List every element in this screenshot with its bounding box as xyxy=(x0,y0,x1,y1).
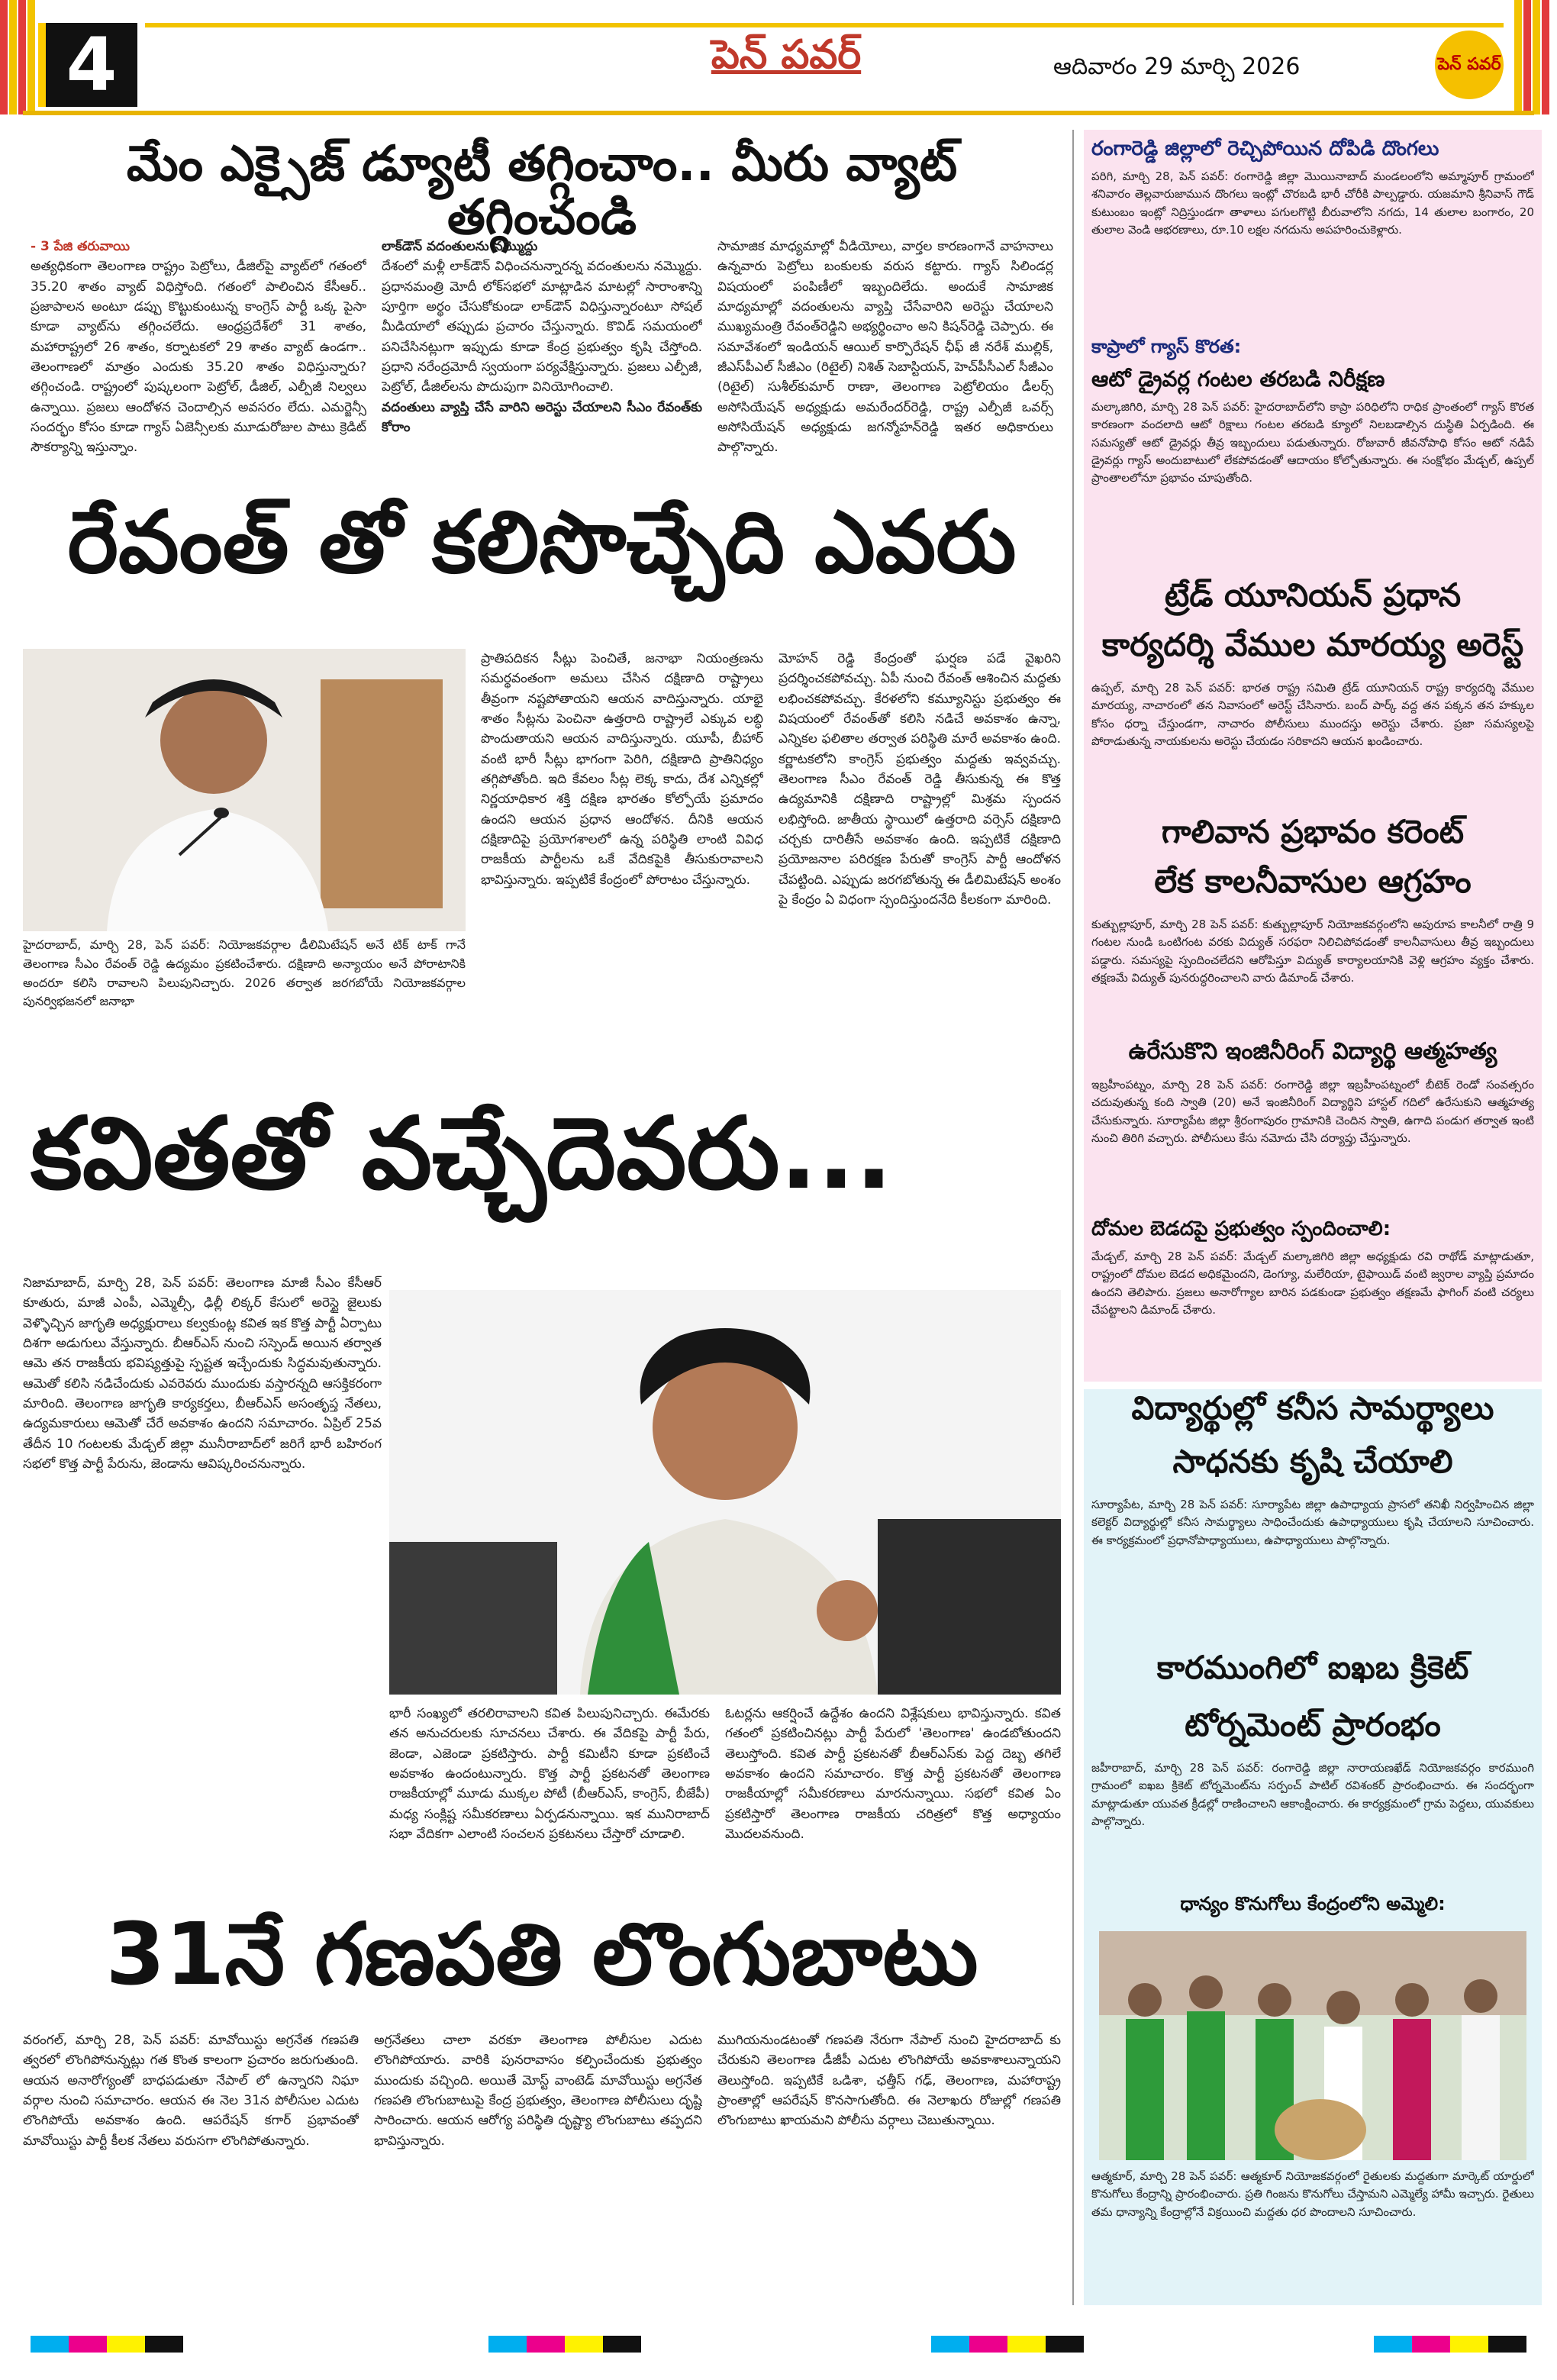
edge-stripe xyxy=(27,0,35,114)
article1-subhead: లాక్‌డౌన్ వదంతులను నమ్మొద్దు xyxy=(382,239,538,254)
article3-col3: ఓటర్లను ఆకర్షించే ఉద్దేశం ఉందని విశ్లేషకులు భావిస్తున్నారు. కవిత గతంలో ప్రకటించినట్లు పార్టీ పేరులో 'తెలంగాణ' ఉండబోతుందని తెలుస్తోంది. కవిత పార్టీ ప్రకటనతో బీఆర్ఎస్‌కు పెద్ద దెబ్బ తగిలే అవకాశం ఉందని సమాచారం. కొత్త పార్టీ ప్రకటనతో తెలంగాణ రాజకీయాల్లో సమీకరణాలు మారనున్నాయి. సభలో కవిత ఏం ప్రకటిస్తారో తెలంగాణ రాజకీయ చరిత్రలో కొత్త అధ్యాయం మొదలవనుంది. xyxy=(725,1706,1061,1843)
paper-name: పెన్ పవర్ xyxy=(711,32,862,78)
edge-stripe xyxy=(1523,0,1531,114)
header-divider xyxy=(23,111,1534,115)
brief7-body: సూర్యాపేట, మార్చి 28 పెన్ పవర్: సూర్యాపేట జిల్లా ఉపాధ్యాయ ప్రాసలో తనిఖీ నిర్వహించిన జిల్లా కలెక్టర్ విద్యార్థుల్లో కనీస సామర్థ్యాలు సాధించేందుకు ఉపాధ్యాయులు కృషి చేయాలని సూచించారు. ఈ కార్యక్రమంలో ప్రధానోపాధ్యాయులు, ఉపాధ్యాయులు పాల్గొన్నారు. xyxy=(1091,1498,1534,1547)
registration-mark xyxy=(931,2336,1084,2353)
brief6-body: మేడ్చల్, మార్చి 28 పెన్ పవర్: మేడ్చల్ మల్కాజిగిరి జిల్లా అధ్యక్షుడు రవి రాథోడ్ మాట్లాడుతూ, రాష్ట్రంలో దోమల బెడద అధికమైందని, డెంగ్యూ, మలేరియా, టైఫాయిడ్ వంటి జ్వరాల వ్యాప్తి ప్రమాదం ఉందని తెలిపారు. ప్రజలు అనారోగ్యాల బారిన పడకుండా ప్రభుత్వం తక్షణమే ఫాగింగ్ వంటి చర్యలు చేపట్టాలని డిమాండ్ చేశారు. xyxy=(1091,1250,1534,1317)
brief4-headline-line2: లేక కాలనీవాసుల ఆగ్రహం xyxy=(1154,863,1472,900)
article1-col3: సామాజిక మాధ్యమాల్లో వీడియోలు, వార్తల కారణంగానే వాహనాలు ఉన్నవారు పెట్రోలు బంకులకు వరుస కట్టారు. గ్యాస్ సిలిండర్ల విషయంలో పంపిణీలో ఇబ్బందిలేదు. అందుకే సామాజిక మాధ్యమాల్లో వదంతులను వ్యాప్తి చేసేవారిని అరెస్టు చేయాలని ముఖ్యమంత్రి రేవంత్‌రెడ్డిని అభ్యర్థించాం అని కిషన్‌రెడ్డి చెప్పారు. ఈ సమావేశంలో ఇండియన్ ఆయిల్ కార్పొరేషన్ ఛీఫ్ జీ నరేశ్ ముల్లిక్, జీఎస్‌పీఎల్ సీజీఎం (రిటైల్) నిశిత్ సెబాస్టియన్, హెచ్‌పీసీఎల్ సీజీఎం (రిటైల్) సుశీల్‌కుమార్ రాణా, తెలంగాణ పెట్రోలియం డీలర్స్ అసోసియేషన్ అధ్యక్షుడు అమరేందర్‌రెడ్డి, రాష్ట్ర ఎల్పీజీ ఒవర్స్ అసోసియేషన్ అధ్యక్షుడు జగన్మోహన్‌రెడ్డి ఇతర అధికారులు పాల్గొన్నారు. xyxy=(717,239,1053,456)
brief6-headline: దోమల బెడదపై ప్రభుత్వం స్పందించాలి: xyxy=(1091,1217,1391,1240)
brief3-headline-line1: ట్రేడ్ యూనియన్ ప్రధాన xyxy=(1164,576,1462,614)
article3-col2: భారీ సంఖ్యలో తరలిరావాలని కవిత పిలుపునిచ్చారు. ఈమేరకు తన అనుచరులకు సూచనలు చేశారు. ఈ వేదికపై పార్టీ పేరు, జెండా, ఎజెండా ప్రకటిస్తారు. పార్టీ కమిటీని కూడా ప్రకటించే అవకాశం ఉందంటున్నారు. కొత్త పార్టీ ప్రకటనతో తెలంగాణ రాజకీయాల్లో మూడు ముక్కల పోటీ (బీఆర్ఎస్, కాంగ్రెస్, బీజేపీ) మధ్య సంక్లిష్ట సమీకరణాలు ఏర్పడనున్నాయి. ఇక మునిరాబాద్ సభా వేదికగా ఎలాంటి సంచలన ప్రకటనలు చేస్తారో చూడాలి. xyxy=(389,1706,710,1843)
article1-byline: - 3 పేజి తరువాయి xyxy=(31,239,131,254)
person-photo-icon xyxy=(23,649,466,931)
brief4-headline-line1: గాలివాన ప్రభావం కరెంట్ xyxy=(1161,813,1465,850)
edge-stripe xyxy=(0,0,8,114)
article1-text: దేశంలో మళ్లీ లాక్‌డౌన్ విధించనున్నారన్న వదంతులను నమ్మొద్దు. ప్రధానమంత్రి మోదీ లోక్‌సభలో మాట్లాడిన మాటల్లో సారాంశాన్ని పూర్తిగా అర్థం చేసుకోకుండా లాక్‌డౌన్ విధిస్తున్నారంటూ సోషల్ మీడియాలో తప్పుడు ప్రచారం చేస్తున్నారు. కొవిడ్ సమయంలో పనిచేసినట్లుగా ఇప్పుడు కూడా కేంద్ర ప్రభుత్వం కృషి చేస్తోంది. ప్రధాని నరేంద్రమోదీ స్వయంగా పర్యవేక్షిస్తున్నారు. ప్రజలు ఎల్పీజీ, పెట్రోల్, డీజిల్‌లను పొదుపుగా వినియోగించాలి. xyxy=(382,259,702,395)
edge-stripe xyxy=(18,0,26,114)
revanth-photo xyxy=(23,649,466,931)
brief2-headline: ఆటో డ్రైవర్ల గంటల తరబడి నిరీక్షణ xyxy=(1091,366,1385,392)
brief8-body: జహీరాబాద్, మార్చి 28 పెన్ పవర్: రంగారెడ్డి జిల్లా నారాయణఖేడ్ నియోజకవర్గం కారముంగి గ్రామంలో ఐఖబ క్రికెట్ టోర్నమెంట్‌ను సర్పంచ్ పాటిల్ రవిశంకర్ ప్రారంభించారు. ఈ సందర్భంగా మాట్లాడుతూ యువత క్రీడల్లో రాణించాలని ఆకాంక్షించారు. ఈ కార్యక్రమంలో గ్రామ పెద్దలు, యువకులు పాల్గొన్నారు. xyxy=(1091,1761,1534,1828)
brief3-body: ఉప్పల్, మార్చి 28 పెన్ పవర్: భారత రాష్ట్ర సమితి ట్రేడ్ యూనియన్ రాష్ట్ర కార్యదర్శి వేముల మారయ్య, నాచారంలో తన నివాసంలో అరెస్ట్ చేసినారు. బంద్ పార్క్ వద్ద తన పక్కన తన హక్కుల కోసం ధర్నా చేస్తుండగా, నాచారం పోలీసులు ముందస్తు అరెస్టు చేశారు. ప్రజా సమస్యలపై పోరాడుతున్న నాయకులను అరెస్టు చేయడం సరికాదని ఆయన ఖండించారు. xyxy=(1091,681,1534,748)
article1-headline: మేం ఎక్సైజ్ డ్యూటీ తగ్గించాం.. మీరు వ్యాట్ తగ్గించండి xyxy=(126,136,958,247)
brief9-body: ఆత్మకూర్, మార్చి 28 పెన్ పవర్: ఆత్మకూర్ నియోజకవర్గంలో రైతులకు మద్దతుగా మార్కెట్ యార్డులో కొనుగోలు కేంద్రాన్ని ప్రారంభించారు. ప్రతి గింజను కొనుగోలు చేస్తామని ఎమ్మెల్యే హామీ ఇచ్చారు. రైతులు తమ ధాన్యాన్ని కేంద్రాల్లోనే విక్రయించి మద్దతు ధర పొందాలని సూచించారు. xyxy=(1091,2169,1534,2219)
group-photo-icon xyxy=(1099,1931,1526,2160)
edge-stripe xyxy=(1542,0,1549,114)
brief8-headline-line2: టోర్నమెంట్ ప్రారంభం xyxy=(1185,1706,1441,1743)
article1-text: అత్యధికంగా తెలంగాణ రాష్ట్రం పెట్రోలు, డీజిల్‌పై వ్యాట్‌లో గతంలో 35.20 శాతం వ్యాట్ విధిస్తోంది. గతంలో పాలించిన కేసీఆర్.. ప్రజాపాలన అంటూ డప్పు కొట్టుకుంటున్న కాంగ్రెస్ పార్టీ ఒక్క పైసా కూడా వ్యాట్‌ను తగ్గించలేదు. ఆంధ్రప్రదేశ్‌లో 31 శాతం, మహారాష్ట్రలో 26 శాతం, కర్నాటకలో 29 శాతం వ్యాట్ ఉండగా.. తెలంగాణలో మాత్రం ఎందుకు 35.20 శాతం విధిస్తున్నారు? తగ్గించండి. రాష్ట్రంలో పుష్కలంగా పెట్రోల్, డీజిల్, ఎల్పీజీ నిల్వలు ఉన్నాయి. ప్రజలు ఆందోళన చెందాల్సిన అవసరం లేదు. ఎమర్జెన్సీ సందర్భం కోసం కూడా గ్యాస్ ఏజెన్సీలకు మూడురోజుల పాటు క్రెడిట్ సౌకర్యాన్ని ఇస్తున్నాం. xyxy=(31,259,366,456)
brief4-body: కుత్బుల్లాపూర్, మార్చి 28 పెన్ పవర్: కుత్బుల్లాపూర్ నియోజకవర్గంలోని అపురూప కాలనీలో రాత్రి 9 గంటల నుండి ఒంటిగంట వరకు విద్యుత్ సరఫరా నిలిచిపోవడంతో కాలనీవాసులు తీవ్ర ఇబ్బందులు పడ్డారు. సమస్యపై స్పందించలేదని ఆరోపిస్తూ విద్యుత్ కార్యాలయానికి వెళ్లి ఆగ్రహం వ్యక్తం చేశారు. తక్షణమే విద్యుత్ పునరుద్ధరించాలని వారు డిమాండ్ చేశారు. xyxy=(1091,917,1534,985)
brief1-headline: రంగారెడ్డి జిల్లాలో రెచ్చిపోయిన దోపిడి దొంగలు xyxy=(1091,137,1439,160)
registration-mark xyxy=(31,2336,183,2353)
edge-stripe xyxy=(1514,0,1522,114)
brief9-headline: ధాన్యం కొనుగోలు కేంద్రంలోని అమ్మెలి: xyxy=(1180,1893,1446,1914)
paper-logo: పెన్ పవర్ xyxy=(1435,31,1504,99)
article2-headline: రేవంత్ తో కలిసొచ్చేది ఎవరు xyxy=(67,493,1017,592)
kavitha-photo xyxy=(389,1290,1061,1695)
brief7-headline-line2: సాధనకు కృషి చేయాలి xyxy=(1172,1443,1453,1480)
brief2-kicker: కాప్రాలో గ్యాస్ కొరత: xyxy=(1091,336,1242,357)
edge-stripe xyxy=(1533,0,1540,114)
article4-col1: వరంగల్, మార్చి 28, పెన్ పవర్: మావోయిస్టు అగ్రనేత గణపతి త్వరలో లొంగిపోనున్నట్లు గత కొంత కాలంగా ప్రచారం జరుగుతుంది. ఆయన అనారోగ్యంతో బాధపడుతూ నేపాల్ లో ఉన్నారని నిఘా వర్గాల నుంచి సమాచారం. ఆయన ఈ నెల 31న పోలీసుల ఎదుట లొంగిపోయే అవకాశం ఉంది. ఆపరేషన్ కగార్ ప్రభావంతో మావోయిస్టు పార్టీ కీలక నేతలు వరుసగా లొంగిపోతున్నారు. xyxy=(23,2033,359,2149)
article2-caption: హైదరాబాద్, మార్చి 28, పెన్ పవర్: నియోజకవర్గాల డీలిమిటేషన్ అనే టిక్ టాక్ గానే తెలంగాణ సీఎం రేవంత్ రెడ్డి ఉద్యమం ప్రకటించేశారు. దక్షిణాది అన్యాయం అనే పోరాటానికి అందరూ కలిసి రావాలని పిలుపునిచ్చారు. 2026 తర్వాత జరగబోయే నియోజకవర్గాల పునర్విభజనలో జనాభా xyxy=(23,937,466,1009)
header-rule xyxy=(145,23,1504,27)
article1-col1 xyxy=(31,237,366,473)
brief3-headline-line2: కార్యదర్శి వేముల మారయ్య అరెస్ట్ xyxy=(1101,626,1524,663)
brief2-body: మల్కాజిగిరి, మార్చి 28 పెన్ పవర్: హైదరాబాద్‌లోని కాప్రా పరిధిలోని రాధిక ప్రాంతంలో గ్యాస్ కొరత కారణంగా వందలాది ఆటో రిక్షాలు గంటల తరబడి క్యూలో నిలబడాల్సిన దుస్థితి ఏర్పడింది. ఈ సమస్యతో ఆటో డ్రైవర్లు తీవ్ర ఇబ్బందులు పడుతున్నారు. రోజువారీ జీవనోపాధి కోసం ఆటో నడిపే డ్రైవర్లు గ్యాస్ అందుబాటులో లేకపోవడంతో ఆదాయం కోల్పోతున్నారు. ఈ సంక్షోభం మేడ్చల్, ఉప్పల్ ప్రాంతాలలోనూ ప్రభావం చూపుతోంది. xyxy=(1091,400,1534,485)
edition-date: ఆదివారం 29 మార్చి 2026 xyxy=(1053,53,1301,80)
article2-col3: మోహన్ రెడ్డి కేంద్రంతో ఘర్షణ పడే వైఖరిని ప్రదర్శించకపోవచ్చు. ఏపీ నుంచి రేవంత్ ఆశించిన మద్దతు లభించకపోవచ్చు. కేరళలోని కమ్యూనిస్టు ప్రభుత్వం ఈ విషయంలో రేవంత్‌తో కలిసి నడిచే అవకాశం ఉన్నా, ఎన్నికల ఫలితాల తర్వాత పరిస్థితి మారే అవకాశం ఉంది. కర్ణాటకలోని కాంగ్రెస్ ప్రభుత్వం మద్దతు ఇవ్వవచ్చు. తెలంగాణ సీఎం రేవంత్ రెడ్డి తీసుకున్న ఈ కొత్త ఉద్యమానికి దక్షిణాది రాష్ట్రాల్లో మిశ్రమ స్పందన లభిస్తోంది. జాతీయ స్థాయిలో ఉత్తరాది వర్సెస్ దక్షిణాది చర్చకు దారితీసే అవకాశం ఉంది. ఇప్పటికే దక్షిణాది ప్రయోజనాల పరిరక్షణ పేరుతో కాంగ్రెస్ పార్టీ ఆందోళన చేపట్టింది. ఎప్పుడు జరగబోతున్న ఈ డీలిమిటేషన్ అంశం పై కేంద్రం ఏ విధంగా స్పందిస్తుందనేది కీలకంగా మారింది. xyxy=(778,651,1061,908)
article1-subhead: వదంతులు వ్యాప్తి చేసే వారిని అరెస్టు చేయాలని సీఎం రేవంత్‌కు కోరాం xyxy=(382,399,702,436)
article3-headline: కవితతో వచ్చేదెవరు... xyxy=(31,1095,893,1211)
article4-headline: 31నే గణపతి లొంగుబాటు xyxy=(105,1905,978,2004)
article1-col2 xyxy=(382,237,702,473)
brief1-body: పరిగి, మార్చి 28, పెన్ పవర్: రంగారెడ్డి జిల్లా మొయినాబాద్ మండలంలోని అమ్మాపూర్ గ్రామంలో శనివారం తెల్లవారుజామున దొంగలు ఇంట్లో చొరబడి భారీ చోరీకి పాల్పడ్డారు. యజమాని శ్రీనివాస్ గౌడ్ కుటుంబం ఇంట్లో నిద్రిస్తుండగా తాళాలు పగులగొట్టి బీరువాలోని నగదు, 14 తులాల బంగారం, 20 తులాల వెండి ఆభరణాలు, రూ.10 లక్షల నగదును అపహరించుకెళ్లారు. xyxy=(1091,169,1534,237)
brief8-headline-line1: కారముంగిలో ఐఖబ క్రికెట్ xyxy=(1156,1649,1469,1686)
brief7-headline-line1: విద్యార్థుల్లో కనీస సామర్థ్యాలు xyxy=(1131,1389,1494,1427)
article4-col3: ముగియనుండటంతో గణపతి నేరుగా నేపాల్ నుంచి హైదరాబాద్ కు చేరుకుని తెలంగాణ డీజీపీ ఎదుట లొంగిపోయే అవకాశాలున్నాయని తెలుస్తోంది. ఇప్పటికే ఒడిశా, ఛత్తీస్ గఢ్, తెలంగాణ, మహారాష్ట్ర ప్రాంతాల్లో ఆపరేషన్ కొనసాగుతోంది. ఈ నెలాఖరు రోజుల్లో గణపతి లొంగుబాటు ఖాయమని పోలీసు వర్గాలు చెబుతున్నాయి. xyxy=(717,2033,1061,2129)
edge-stripe xyxy=(9,0,17,114)
person-photo-icon xyxy=(389,1290,1061,1695)
paddy-centre-photo xyxy=(1099,1931,1526,2160)
page-number: 4 xyxy=(46,23,137,107)
registration-mark xyxy=(1374,2336,1526,2353)
article2-col2: ప్రాతిపదికన సీట్లు పెంచితే, జనాభా నియంత్రణను సమర్థవంతంగా అమలు చేసిన దక్షిణాది రాష్ట్రాలు తీవ్రంగా నష్టపోతాయని ఆయన వాదిస్తున్నారు. యాభై శాతం సీట్లను పెంచినా ఉత్తరాది రాష్ట్రాలే ఎక్కువ లబ్ధి పొందుతాయని ఆయన వాదిస్తున్నారు. యూపీ, బీహార్ వంటి భారీ సీట్లు భాగంగా పెరిగి, దక్షిణాది ప్రాతినిధ్యం తగ్గిపోతోంది. ఇది కేవలం సీట్ల లెక్క కాదు, దేశ ఎన్నికల్లో నిర్ణయాధికార శక్తి దక్షిణ భారతం కోల్పోయే ప్రమాదం ఉందని ఆయన ప్రధాన ఆందోళన. దీనికి ఆయన దక్షిణాదిపై ప్రయోగశాలలో ఉన్న పరిస్థితి లాంటి వివిధ రాజకీయ పార్టీలను ఒకే వేదికపైకి తీసుకురావాలని భావిస్తున్నారు. ఇప్పటికే కేంద్రంలో పోరాటం చేస్తున్నారు. xyxy=(481,651,763,888)
column-divider xyxy=(1072,130,1074,2305)
brief5-headline: ఉరేసుకొని ఇంజినీరింగ్ విద్యార్థి ఆత్మహత్య xyxy=(1128,1038,1497,1065)
registration-mark xyxy=(488,2336,641,2353)
brief5-body: ఇబ్రహీంపట్నం, మార్చి 28 పెన్ పవర్: రంగారెడ్డి జిల్లా ఇబ్రహీంపట్నంలో బీటెక్ రెండో సంవత్సరం చదువుతున్న కంది స్వాతి (20) అనే ఇంజినీరింగ్ విద్యార్థిని హాస్టల్ గదిలో ఉరేసుకుని ఆత్మహత్య చేసుకున్నారు. సూర్యాపేట జిల్లా శ్రీరంగాపురం గ్రామానికి చెందిన స్వాతి, ఉగాది పండుగ తర్వాత ఇంటి నుంచి తిరిగి వచ్చారు. పోలీసులు కేసు నమోదు చేసి దర్యాప్తు చేస్తున్నారు. xyxy=(1091,1078,1534,1145)
article3-col1: నిజామాబాద్, మార్చి 28, పెన్ పవర్: తెలంగాణ మాజీ సీఎం కేసీఆర్ కూతురు, మాజీ ఎంపీ, ఎమ్మెల్సీ, ఢిల్లీ లిక్కర్ కేసులో అరెస్టై జైలుకు వెళ్ళొచ్చిన జాగృతి అధ్యక్షురాలు కల్వకుంట్ల కవిత ఇక కొత్త పార్టీ ఏర్పాటు దిశగా అడుగులు వేస్తున్నారు. బీఆర్ఎస్ నుంచి సస్పెండ్ అయిన తర్వాత ఆమె తన రాజకీయ భవిష్యత్తుపై స్పష్టత ఇచ్చేందుకు సిద్ధమవుతున్నారు. ఆమెతో కలిసి నడిచేందుకు ఎవరెవరు ముందుకు వస్తారన్నది ఆసక్తికరంగా మారింది. తెలంగాణ జాగృతి కార్యకర్తలు, బీఆర్ఎస్ అసంతృప్త నేతలు, ఉద్యమకారులు ఆమెతో చేరే అవకాశం ఉందని సమాచారం. ఏప్రిల్ 25వ తేదీన 10 గంటలకు మేడ్చల్ జిల్లా మునీరాబాద్‌లో జరిగే భారీ బహిరంగ సభలో కొత్త పార్టీ పేరును, జెండాను ఆవిష్కరించనున్నారు. xyxy=(23,1275,382,1472)
article4-col2: అగ్రనేతలు చాలా వరకూ తెలంగాణ పోలీసుల ఎదుట లొంగిపోయారు. వారికి పునరావాసం కల్పించేందుకు ప్రభుత్వం ముందుకు వచ్చింది. అయితే మోస్ట్ వాంటెడ్ మావోయిస్టు అగ్రనేత గణపతి లొంగుబాటుపై కేంద్ర ప్రభుత్వం, తెలంగాణ పోలీసులు దృష్టి సారించారు. ఆయన ఆరోగ్య పరిస్థితి దృష్ట్యా లొంగుబాటు తప్పదని భావిస్తున్నారు. xyxy=(374,2033,702,2149)
